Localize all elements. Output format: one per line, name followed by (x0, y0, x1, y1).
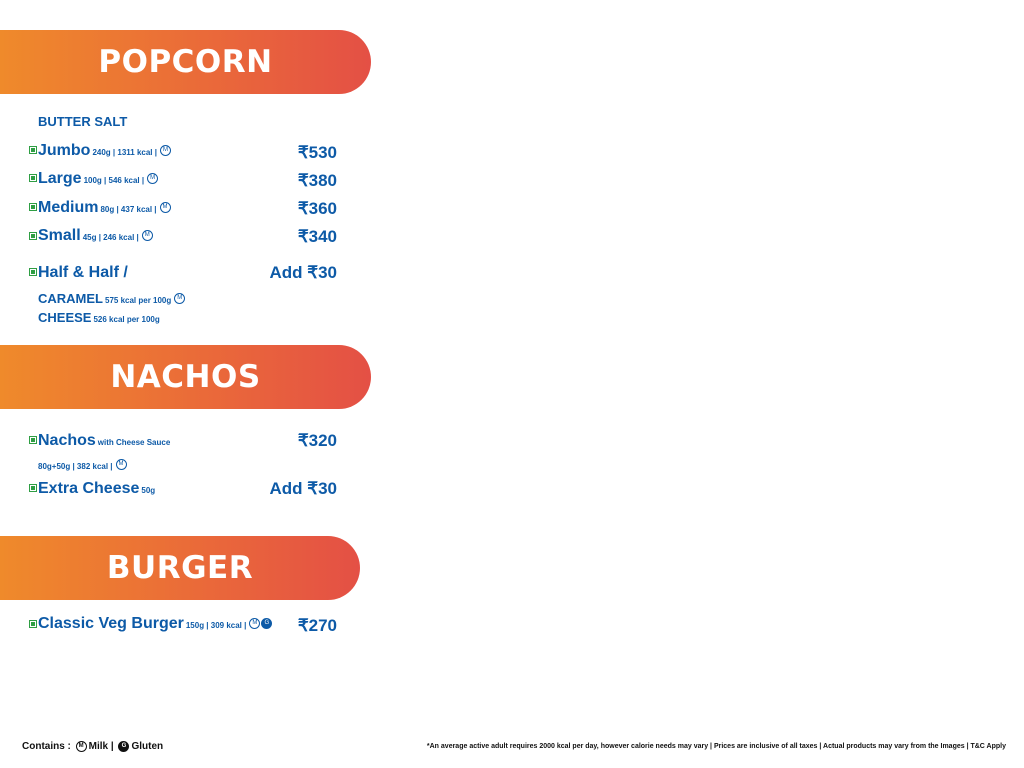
veg-icon (29, 146, 37, 154)
nachos-title: NACHOS (110, 359, 261, 395)
veg-icon (29, 620, 37, 628)
nachos-info-line (38, 456, 127, 474)
milk-icon: M (147, 173, 158, 184)
cheese-label: CHEESE (38, 310, 92, 325)
milk-label: Milk | (88, 741, 114, 753)
contains-label: Contains : (22, 741, 71, 753)
item-name: Classic Veg Burger (38, 615, 184, 632)
caramel-info: 575 kcal per 100g (105, 296, 172, 305)
item-info: 45g | 246 kcal | (82, 233, 139, 242)
disclaimer: *An average active adult requires 2000 kcal per day, however calorie needs may vary | Prices are inclusive of all taxes | Actual products may vary from the Images | T&C Apply (426, 743, 1006, 750)
menu-item-extra-cheese[interactable] (38, 480, 155, 498)
gluten-icon: G (118, 741, 129, 752)
price-nachos: ₹320 (297, 431, 337, 450)
item-name: Extra Cheese (38, 480, 140, 497)
item-name: Large (38, 170, 82, 187)
item-info: 240g | 1311 kcal | (92, 148, 157, 157)
item-name: Jumbo (38, 142, 91, 159)
veg-icon (29, 203, 37, 211)
milk-icon: M (160, 202, 171, 213)
price-extra-cheese: Add ₹30 (269, 479, 337, 498)
item-info: 50g (141, 486, 156, 495)
allergen-legend (22, 741, 163, 752)
price-jumbo: ₹530 (297, 143, 337, 162)
item-info: 150g | 309 kcal | (185, 621, 247, 630)
veg-icon (29, 174, 37, 182)
burger-banner (0, 536, 360, 600)
burger-title: BURGER (106, 550, 254, 586)
gluten-icon: G (261, 618, 272, 629)
cheese-line (38, 309, 160, 327)
veg-icon (29, 436, 37, 444)
caramel-line (38, 290, 185, 308)
butter-salt-subheading: BUTTER SALT (38, 114, 128, 129)
price-medium: ₹360 (297, 199, 337, 218)
menu-item-large[interactable] (38, 170, 158, 188)
menu-item-medium[interactable] (38, 199, 171, 217)
veg-icon (29, 268, 37, 276)
caramel-label: CARAMEL (38, 291, 103, 306)
menu-item-nachos[interactable] (38, 432, 170, 450)
menu-item-jumbo[interactable] (38, 142, 171, 160)
item-info: 100g | 546 kcal | (83, 176, 145, 185)
veg-icon (29, 232, 37, 240)
price-half-and-half: Add ₹30 (269, 263, 337, 282)
item-name: Small (38, 227, 81, 244)
menu-item-small[interactable] (38, 227, 153, 245)
item-name: Medium (38, 199, 99, 216)
popcorn-title: POPCORN (98, 44, 273, 80)
item-name: Half & Half / (38, 264, 128, 281)
item-qualifier: with Cheese Sauce (97, 438, 171, 447)
milk-icon: M (116, 459, 127, 470)
cheese-info: 526 kcal per 100g (93, 315, 160, 324)
price-small: ₹340 (297, 227, 337, 246)
milk-icon: M (142, 230, 153, 241)
price-large: ₹380 (297, 171, 337, 190)
milk-icon: M (76, 741, 87, 752)
veg-icon (29, 484, 37, 492)
milk-icon: M (174, 293, 185, 304)
nachos-banner (0, 345, 371, 409)
milk-icon: M (249, 618, 260, 629)
item-info: 80g+50g | 382 kcal | (38, 462, 113, 471)
menu-item-half-and-half[interactable] (38, 264, 128, 282)
item-info: 80g | 437 kcal | (100, 205, 157, 214)
milk-icon: M (160, 145, 171, 156)
price-classic-veg-burger: ₹270 (297, 616, 337, 635)
gluten-label: Gluten (131, 741, 164, 753)
item-name: Nachos (38, 432, 96, 449)
popcorn-banner (0, 30, 371, 94)
